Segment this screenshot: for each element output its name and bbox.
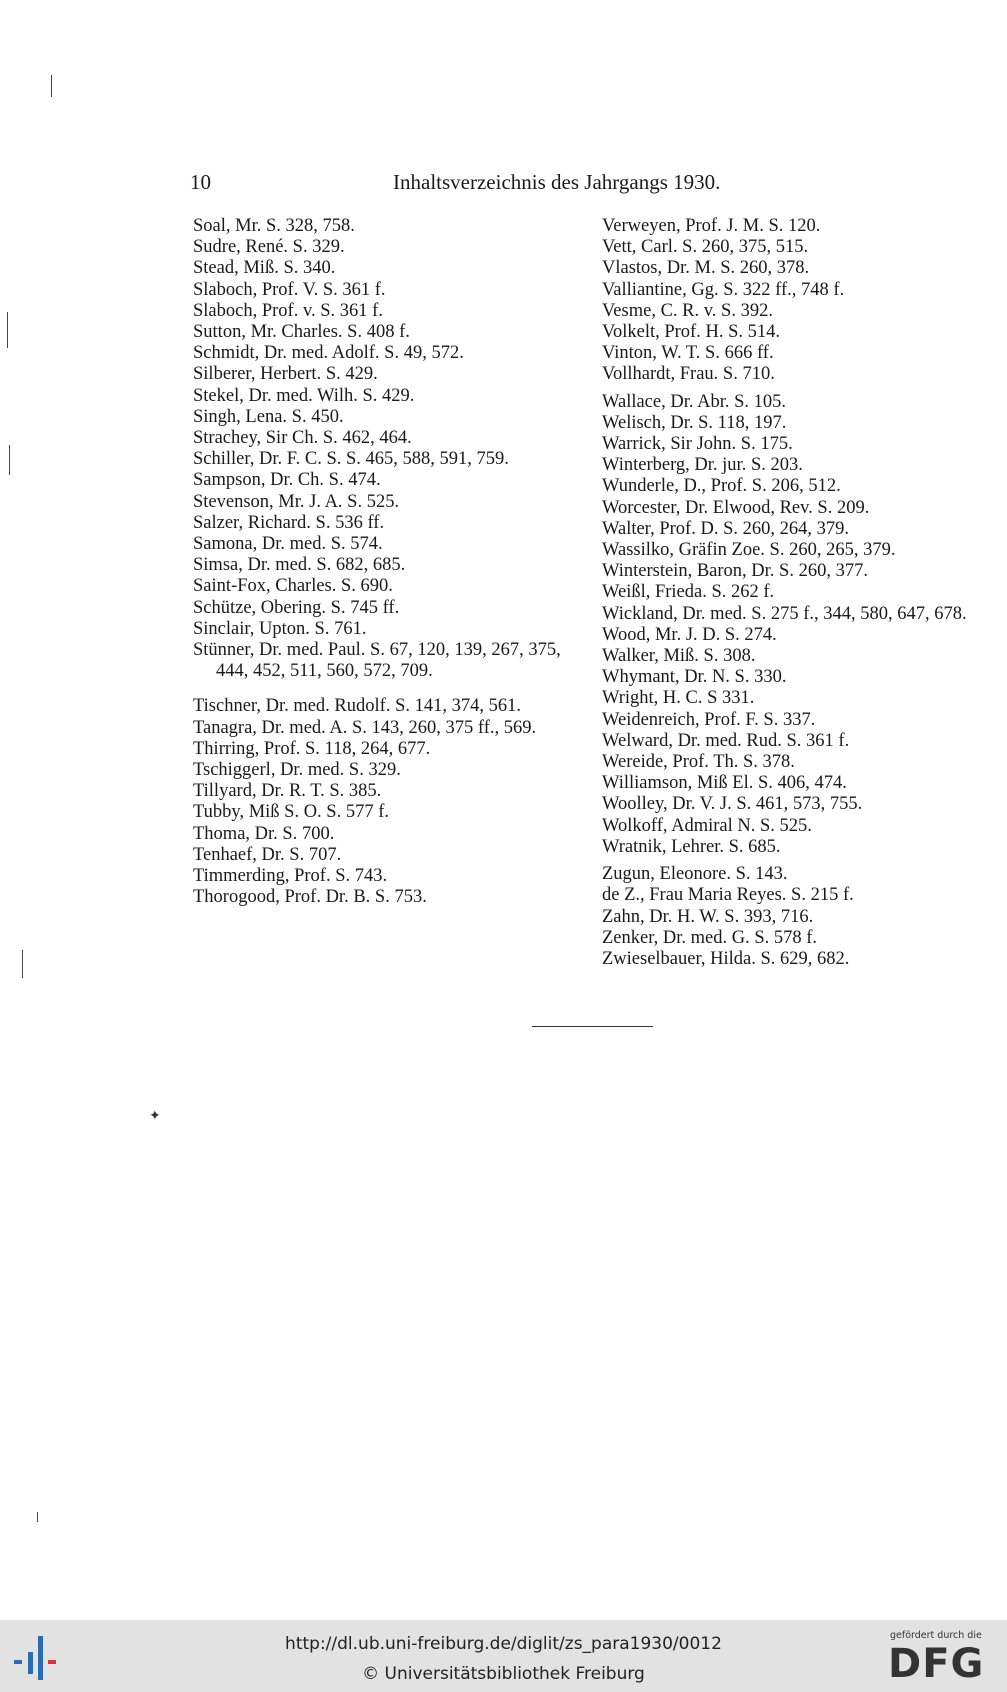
index-entry: Vesme, C. R. v. S. 392.: [602, 300, 773, 321]
index-entry: Wood, Mr. J. D. S. 274.: [602, 624, 777, 645]
index-entry: Woolley, Dr. V. J. S. 461, 573, 755.: [602, 794, 863, 815]
group-spacer: [193, 682, 573, 696]
index-entry: Simsa, Dr. med. S. 682, 685.: [193, 555, 406, 576]
index-entry: Wallace, Dr. Abr. S. 105.: [602, 391, 786, 412]
index-entry: Williamson, Miß El. S. 406, 474.: [602, 773, 847, 794]
index-entry: Saint-Fox, Charles. S. 690.: [193, 576, 393, 597]
index-entry: Schiller, Dr. F. C. S. S. 465, 588, 591, 759.: [193, 449, 509, 470]
footer-bar: [0, 1620, 1007, 1692]
index-entry: Stekel, Dr. med. Wilh. S. 429.: [193, 385, 415, 406]
scan-mark: [9, 445, 10, 475]
index-group-v: [602, 216, 990, 386]
index-entry: Sinclair, Upton. S. 761.: [193, 618, 367, 639]
index-entry: Slaboch, Prof. v. S. 361 f.: [193, 300, 383, 321]
index-entry: Winterstein, Baron, Dr. S. 260, 377.: [602, 561, 868, 582]
index-entry: Wolkoff, Admiral N. S. 525.: [602, 815, 812, 836]
index-entry: Tanagra, Dr. med. A. S. 143, 260, 375 ff., 569.: [193, 717, 537, 738]
index-entry: Strachey, Sir Ch. S. 462, 464.: [193, 428, 412, 449]
scan-mark: [51, 75, 52, 97]
index-entry: Wereide, Prof. Th. S. 378.: [602, 752, 795, 773]
index-group-z: [602, 864, 990, 970]
index-entry: Soal, Mr. S. 328, 758.: [193, 216, 355, 236]
index-entry: Tischner, Dr. med. Rudolf. S. 141, 374, 561.: [193, 696, 521, 717]
scan-mark: [37, 1512, 38, 1522]
index-entry: Schmidt, Dr. med. Adolf. S. 49, 572.: [193, 343, 464, 364]
index-entry: Whymant, Dr. N. S. 330.: [602, 667, 787, 688]
index-entry: Sutton, Mr. Charles. S. 408 f.: [193, 322, 410, 343]
page-number: 10: [190, 170, 211, 194]
source-url-link[interactable]: http://dl.ub.uni-freiburg.de/diglit/zs_para1930/0012: [285, 1634, 722, 1654]
index-entry: Weißl, Frieda. S. 262 f.: [602, 582, 775, 603]
index-entry: Zwieselbauer, Hilda. S. 629, 682.: [602, 948, 850, 969]
index-entry: Winterberg, Dr. jur. S. 203.: [602, 455, 803, 476]
index-entry: Walker, Miß. S. 308.: [602, 646, 756, 667]
index-entry: Welisch, Dr. S. 118, 197.: [602, 412, 787, 433]
index-group-t: [193, 696, 573, 908]
index-entry: Zenker, Dr. med. G. S. 578 f.: [602, 927, 818, 948]
index-entry: Samona, Dr. med. S. 574.: [193, 534, 383, 555]
index-entry: Welward, Dr. med. Rud. S. 361 f.: [602, 730, 850, 751]
index-entry: Vett, Carl. S. 260, 375, 515.: [602, 237, 809, 258]
index-entry: Tubby, Miß S. O. S. 577 f.: [193, 802, 390, 823]
index-entry: Stead, Miß. S. 340.: [193, 258, 336, 279]
index-entry: Tenhaef, Dr. S. 707.: [193, 844, 342, 865]
index-entry: Tschiggerl, Dr. med. S. 329.: [193, 760, 401, 781]
scan-mark: [7, 312, 8, 348]
index-group-s: [193, 216, 573, 682]
index-entry: Vlastos, Dr. M. S. 260, 378.: [602, 258, 810, 279]
index-entry: Sudre, René. S. 329.: [193, 237, 345, 258]
ink-speck-icon: ✦: [149, 1109, 161, 1124]
index-entry: Wickland, Dr. med. S. 275 f., 344, 580, 647, 678.: [602, 603, 967, 624]
index-entry: Thoma, Dr. S. 700.: [193, 823, 335, 844]
section-end-rule: [532, 1026, 653, 1027]
index-entry: Weidenreich, Prof. F. S. 337.: [602, 709, 816, 730]
index-entry: Valliantine, Gg. S. 322 ff., 748 f.: [602, 279, 845, 300]
index-entry: Stünner, Dr. med. Paul. S. 67, 120, 139, 267, 375, 444, 452, 511, 560, 572, 709.: [193, 640, 561, 682]
index-entry: Thirring, Prof. S. 118, 264, 677.: [193, 738, 431, 759]
scan-mark: [22, 950, 23, 978]
index-entry: Zahn, Dr. H. W. S. 393, 716.: [602, 906, 814, 927]
index-entry: Stevenson, Mr. J. A. S. 525.: [193, 491, 400, 512]
index-entry: Walter, Prof. D. S. 260, 264, 379.: [602, 518, 849, 539]
index-column-right: [602, 216, 990, 970]
index-entry: Wright, H. C. S 331.: [602, 688, 755, 709]
index-entry: Wratnik, Lehrer. S. 685.: [602, 836, 781, 857]
index-entry: Singh, Lena. S. 450.: [193, 406, 344, 427]
index-entry: Vollhardt, Frau. S. 710.: [602, 364, 775, 385]
index-column-left: [193, 216, 573, 909]
index-entry: Zugun, Eleonore. S. 143.: [602, 864, 788, 885]
index-entry: Warrick, Sir John. S. 175.: [602, 434, 793, 455]
index-entry: Wunderle, D., Prof. S. 206, 512.: [602, 476, 841, 497]
index-entry: Silberer, Herbert. S. 429.: [193, 364, 378, 385]
index-entry: Thorogood, Prof. Dr. B. S. 753.: [193, 887, 427, 908]
copyright-notice: © Universitätsbibliothek Freiburg: [362, 1664, 645, 1684]
index-entry: Timmerding, Prof. S. 743.: [193, 866, 388, 887]
index-entry: Wassilko, Gräfin Zoe. S. 260, 265, 379.: [602, 540, 896, 561]
index-entry: Tillyard, Dr. R. T. S. 385.: [193, 781, 382, 802]
index-entry: Verweyen, Prof. J. M. S. 120.: [602, 216, 821, 236]
index-group-w: [602, 392, 990, 858]
index-entry: Salzer, Richard. S. 536 ff.: [193, 512, 385, 533]
index-entry: Volkelt, Prof. H. S. 514.: [602, 322, 780, 343]
index-entry: Vinton, W. T. S. 666 ff.: [602, 343, 774, 364]
dfg-caption: gefördert durch die: [890, 1630, 982, 1641]
running-head: Inhaltsverzeichnis des Jahrgangs 1930.: [393, 170, 721, 194]
index-entry: Slaboch, Prof. V. S. 361 f.: [193, 279, 386, 300]
index-entry: Schütze, Obering. S. 745 ff.: [193, 597, 400, 618]
index-entry: Sampson, Dr. Ch. S. 474.: [193, 470, 381, 491]
dfg-logo: DFG: [888, 1641, 985, 1687]
index-entry: de Z., Frau Maria Reyes. S. 215 f.: [602, 885, 854, 906]
index-entry: Worcester, Dr. Elwood, Rev. S. 209.: [602, 497, 870, 518]
